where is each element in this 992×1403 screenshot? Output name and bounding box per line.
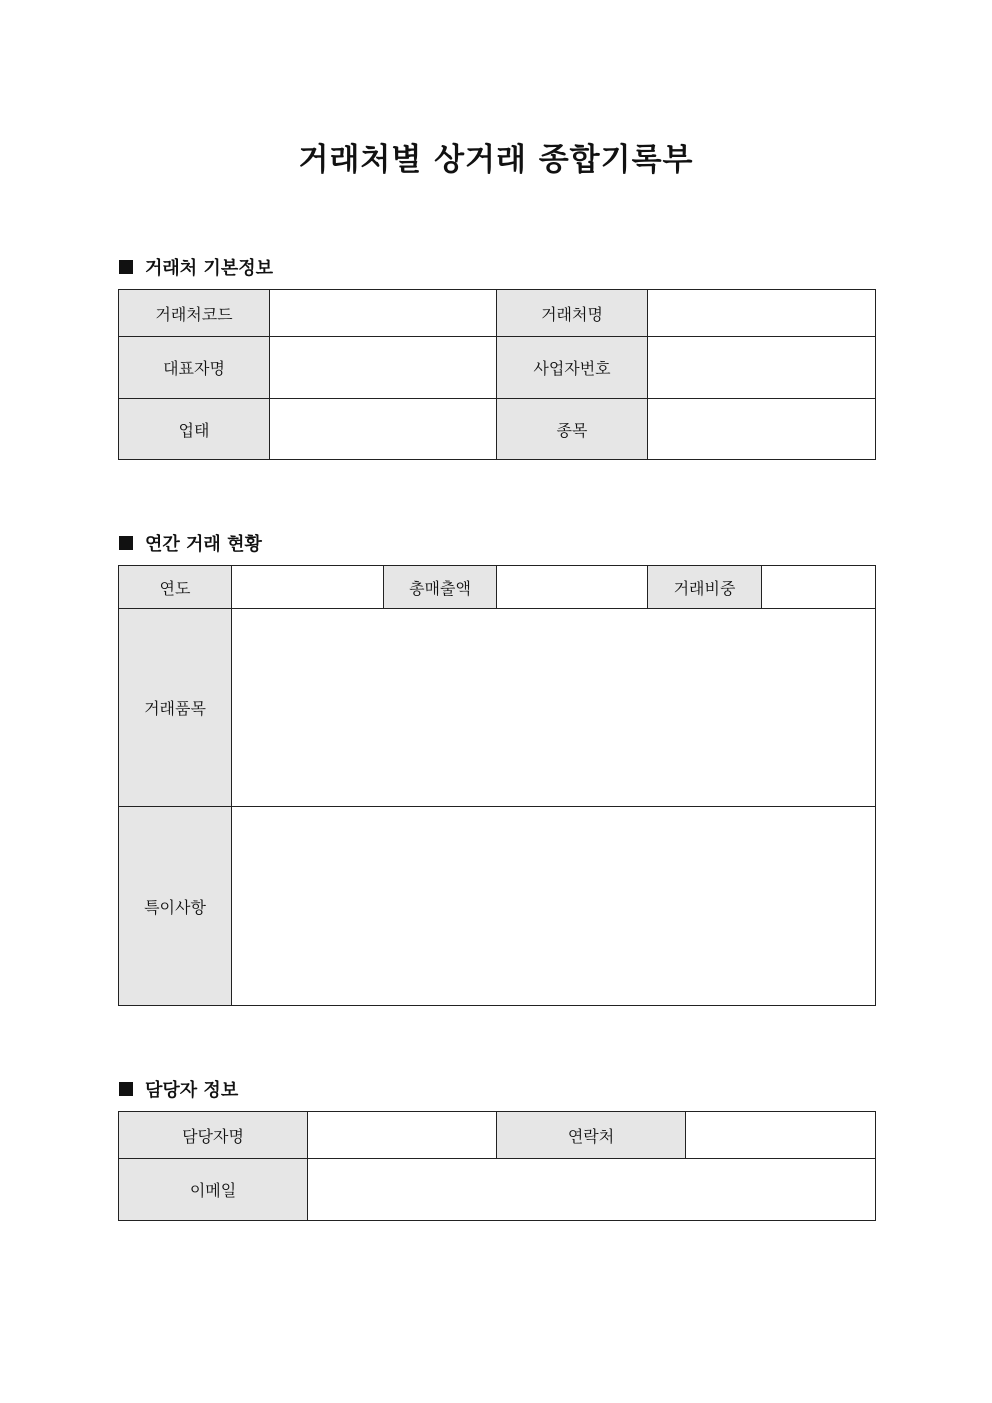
company-name-field[interactable] bbox=[648, 290, 876, 337]
table-row bbox=[119, 609, 876, 807]
business-number-field[interactable] bbox=[648, 337, 876, 399]
items-field[interactable] bbox=[232, 609, 876, 807]
phone-label: 연락처 bbox=[497, 1112, 686, 1159]
table-row bbox=[119, 1159, 876, 1221]
table-row bbox=[119, 566, 876, 609]
code-label: 거래처코드 bbox=[119, 290, 270, 337]
manager-name-field[interactable] bbox=[308, 1112, 497, 1159]
remarks-field[interactable] bbox=[232, 807, 876, 1006]
business-type-field[interactable] bbox=[270, 399, 497, 460]
email-field[interactable] bbox=[308, 1159, 876, 1221]
representative-field[interactable] bbox=[270, 337, 497, 399]
table-row bbox=[119, 337, 876, 399]
remarks-label: 특이사항 bbox=[119, 807, 232, 1006]
document-title: 거래처별 상거래 종합기록부 bbox=[298, 142, 694, 178]
square-bullet-icon bbox=[119, 1082, 133, 1096]
share-field[interactable] bbox=[762, 566, 876, 609]
business-item-field[interactable] bbox=[648, 399, 876, 460]
business-type-label: 업태 bbox=[119, 399, 270, 460]
year-label: 연도 bbox=[119, 566, 232, 609]
square-bullet-icon bbox=[119, 536, 133, 550]
share-label: 거래비중 bbox=[648, 566, 762, 609]
table-row bbox=[119, 1112, 876, 1159]
code-field[interactable] bbox=[270, 290, 497, 337]
representative-label: 대표자명 bbox=[119, 337, 270, 399]
section-basic-heading-text: 거래처 기본정보 bbox=[145, 258, 273, 279]
section-annual-heading bbox=[119, 530, 262, 556]
business-number-label: 사업자번호 bbox=[497, 337, 648, 399]
total-sales-label: 총매출액 bbox=[384, 566, 497, 609]
contact-info-table bbox=[118, 1111, 876, 1221]
section-annual-heading-text: 연간 거래 현황 bbox=[145, 534, 262, 555]
email-label: 이메일 bbox=[119, 1159, 308, 1221]
business-item-label: 종목 bbox=[497, 399, 648, 460]
annual-status-table bbox=[118, 565, 876, 1006]
table-row bbox=[119, 290, 876, 337]
table-row bbox=[119, 807, 876, 1006]
items-label: 거래품목 bbox=[119, 609, 232, 807]
basic-info-table bbox=[118, 289, 876, 460]
year-field[interactable] bbox=[232, 566, 384, 609]
table-row bbox=[119, 399, 876, 460]
company-name-label: 거래처명 bbox=[497, 290, 648, 337]
section-basic-heading bbox=[119, 254, 273, 280]
section-contact-heading-text: 담당자 정보 bbox=[145, 1080, 239, 1101]
phone-field[interactable] bbox=[686, 1112, 876, 1159]
section-contact-heading bbox=[119, 1076, 238, 1102]
square-bullet-icon bbox=[119, 260, 133, 274]
manager-name-label: 담당자명 bbox=[119, 1112, 308, 1159]
total-sales-field[interactable] bbox=[497, 566, 648, 609]
